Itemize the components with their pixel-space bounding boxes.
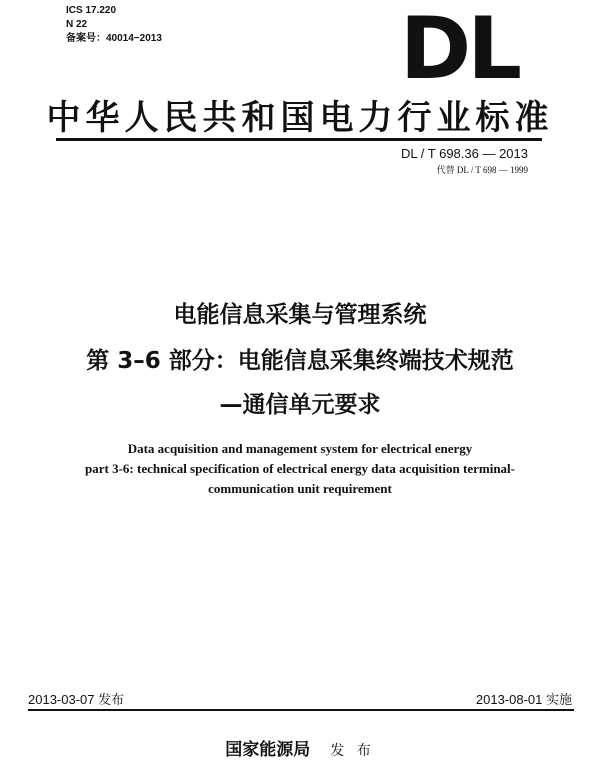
issuer-name: 国家能源局 — [225, 740, 311, 760]
title-cn-line3: —通信单元要求 — [219, 392, 381, 418]
industry-standard-title: 中华人民共和国电力行业标准 — [46, 98, 554, 138]
dl-logo: DL — [399, 0, 518, 99]
standard-code: DL / T 698.36 — 2013 — [401, 146, 528, 161]
title-en-line3: communication unit requirement — [208, 481, 392, 496]
header-divider — [56, 138, 542, 141]
title-en-line1: Data acquisition and management system for electrical energy — [127, 441, 473, 456]
implement-date: 2013-08-01 实施 — [475, 692, 572, 707]
ics-code: ICS 17.220 — [66, 5, 117, 16]
issuer-line — [0, 735, 600, 760]
replaces-note: 代替 DL / T 698 — 1999 — [436, 165, 528, 175]
footer-divider — [28, 709, 574, 711]
classification-code: N 22 — [66, 19, 88, 30]
filing-number: 备案号：40014−2013 — [66, 33, 162, 44]
issuer-action: 发 布 — [330, 743, 375, 759]
publish-date: 2013-03-07 发布 — [28, 692, 125, 707]
title-cn-line1: 电能信息采集与管理系统 — [173, 302, 427, 328]
title-en-line2: part 3-6: technical specification of electrical energy data acquisition terminal- — [85, 461, 515, 476]
title-cn-line2: 第 3–6 部分：电能信息采集终端技术规范 — [86, 348, 514, 374]
classification-block — [66, 4, 162, 46]
